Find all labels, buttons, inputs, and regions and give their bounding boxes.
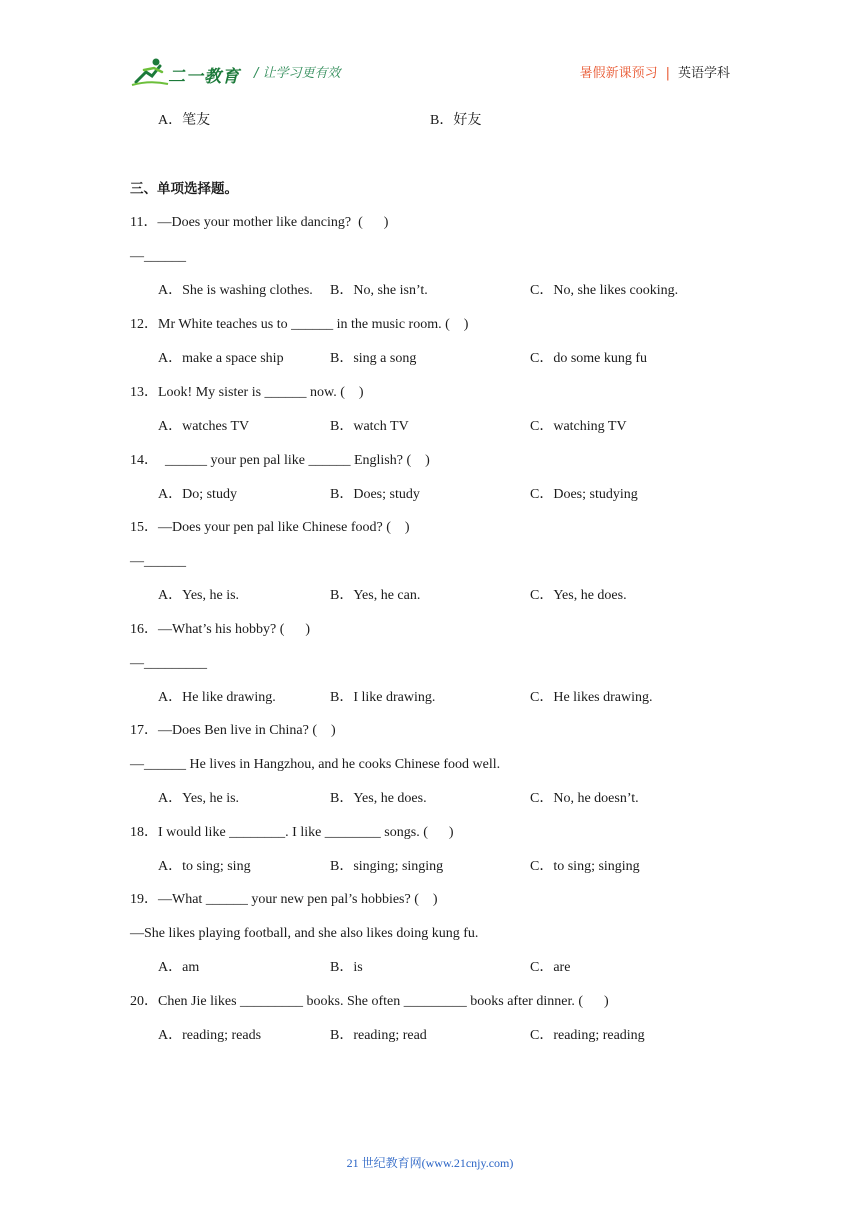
question-17-option-b: B．Yes, he does. — [330, 791, 427, 806]
question-11-option-c: C．No, she likes cooking. — [530, 283, 679, 298]
question-18: 18．I would like ________. I like ________ songs. ( ) — [130, 825, 454, 840]
question-11-answer-line: —______ — [130, 249, 186, 264]
question-13-option-a: A．watches TV — [158, 419, 250, 434]
slogan: / 让学习更有效 — [254, 66, 341, 81]
question-16-option-c: C．He likes drawing. — [530, 690, 653, 705]
page-header — [130, 56, 730, 90]
question-19-option-c: C．are — [530, 960, 571, 975]
question-17-option-a: A．Yes, he is. — [158, 791, 240, 806]
question-11: 11．—Does your mother like dancing? ( ) — [130, 215, 389, 230]
header-right — [580, 62, 730, 81]
question-15-option-a: A．Yes, he is. — [158, 588, 240, 603]
question-16-answer-line: —_________ — [130, 656, 207, 671]
question-12: 12．Mr White teaches us to ______ in the music room. ( ) — [130, 317, 469, 332]
question-12-option-c: C．do some kung fu — [530, 351, 648, 366]
question-15-answer-line: —______ — [130, 554, 186, 569]
question-18-option-b: B．singing; singing — [330, 859, 444, 874]
course-label: 暑假新课预习 — [579, 66, 658, 81]
question-16-option-a: A．He like drawing. — [158, 690, 276, 705]
option-a: A．笔友 — [158, 113, 211, 128]
question-18-option-c: C．to sing; singing — [530, 859, 640, 874]
question-14-option-b: B．Does; study — [330, 487, 420, 502]
question-13: 13．Look! My sister is ______ now. ( ) — [130, 385, 364, 400]
footer-link[interactable]: 21 世纪教育网(www.21cnjy.com) — [346, 1156, 514, 1170]
question-16-option-b: B．I like drawing. — [330, 690, 436, 705]
question-15-option-b: B．Yes, he can. — [330, 588, 421, 603]
question-17-answer-line: —______ He lives in Hangzhou, and he cooks Chinese food well. — [130, 757, 501, 772]
question-19-option-a: A．am — [158, 960, 200, 975]
question-19: 19．—What ______ your new pen pal’s hobbies? ( ) — [130, 892, 438, 907]
subject-label: 英语学科 — [677, 66, 730, 81]
question-14: 14． ______ your pen pal like ______ English? ( ) — [130, 453, 430, 468]
question-11-option-a: A．She is washing clothes. — [158, 283, 313, 298]
question-12-option-a: A．make a space ship — [158, 351, 284, 366]
question-20-option-a: A．reading; reads — [158, 1028, 262, 1043]
option-b: B．好友 — [430, 113, 482, 128]
question-14-option-a: A．Do; study — [158, 487, 237, 502]
logo — [130, 56, 240, 88]
question-12-option-b: B．sing a song — [330, 351, 417, 366]
question-16: 16．—What’s his hobby? ( ) — [130, 622, 311, 637]
runner-logo-icon — [130, 56, 170, 88]
question-18-option-a: A．to sing; sing — [158, 859, 251, 874]
question-20-option-b: B．reading; read — [330, 1028, 427, 1043]
question-13-option-b: B．watch TV — [330, 419, 409, 434]
question-14-option-c: C．Does; studying — [530, 487, 638, 502]
question-20: 20．Chen Jie likes _________ books. She often _________ books after dinner. ( ) — [130, 994, 609, 1009]
question-13-option-c: C．watching TV — [530, 419, 627, 434]
section-title: 三、单项选择题。 — [130, 181, 238, 197]
question-15-option-c: C．Yes, he does. — [530, 588, 627, 603]
question-19-answer-line: —She likes playing football, and she also likes doing kung fu. — [130, 926, 479, 941]
logo-text: 二一教育 — [168, 67, 240, 87]
question-17-option-c: C．No, he doesn’t. — [530, 791, 639, 806]
question-11-option-b: B．No, she isn’t. — [330, 283, 428, 298]
header-separator: | — [665, 66, 670, 81]
question-20-option-c: C．reading; reading — [530, 1028, 645, 1043]
question-15: 15．—Does your pen pal like Chinese food? ( ) — [130, 520, 410, 535]
question-17: 17．—Does Ben live in China? ( ) — [130, 723, 336, 738]
question-19-option-b: B．is — [330, 960, 363, 975]
